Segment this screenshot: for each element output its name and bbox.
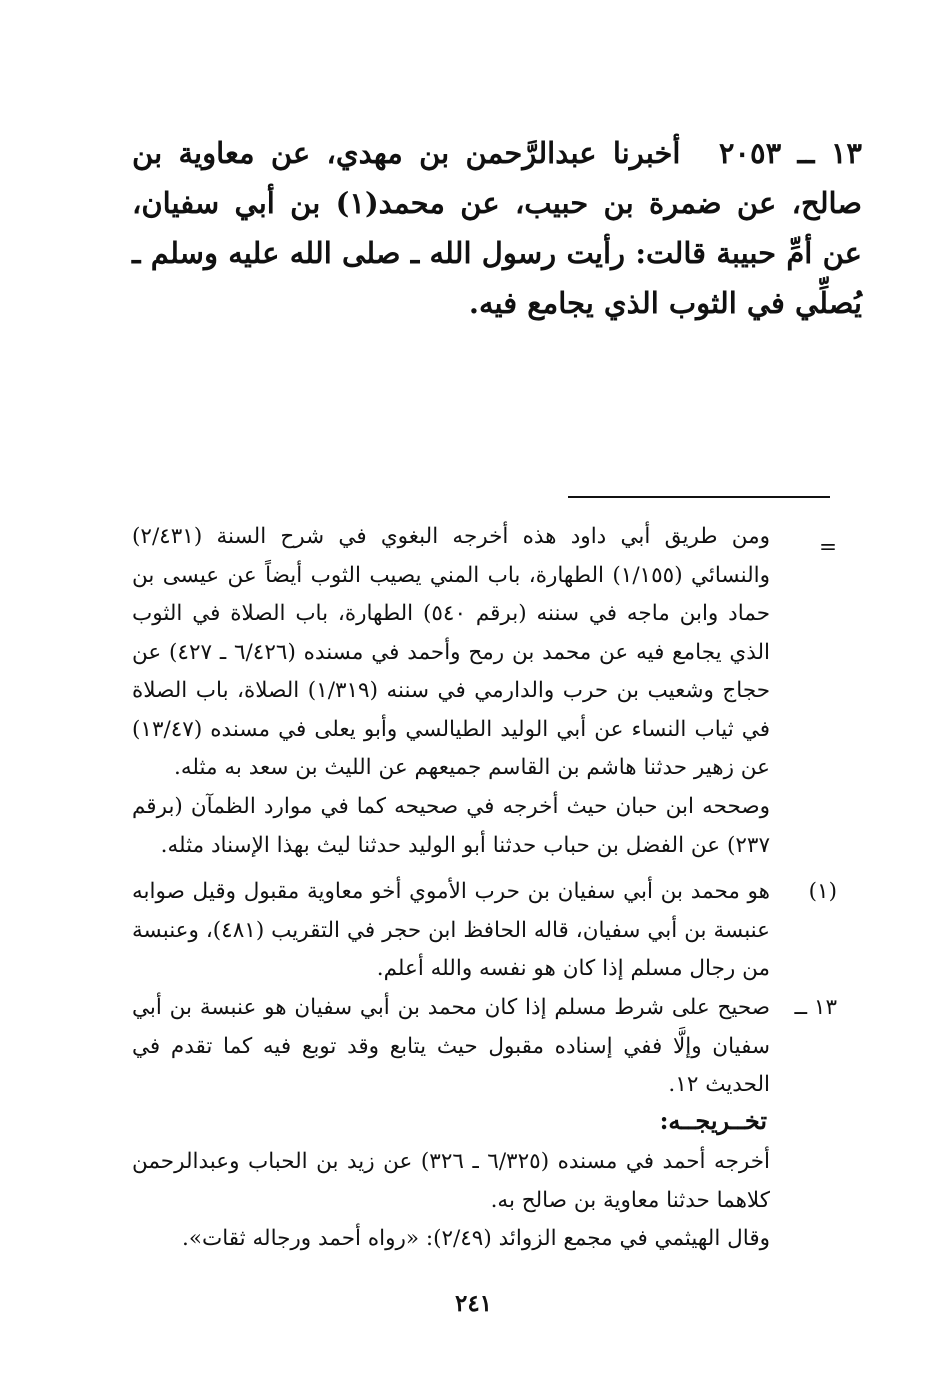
hadith-number: ١٣ ــ ٢٠٥٣ <box>718 136 863 170</box>
takhrij-paragraph-1: أخرجه أحمد في مسنده (٦/٣٢٥ ـ ٣٢٦) عن زيد بن الحباب وعبدالرحمن كلاهما حدثنا معاوية بن صالح به. <box>132 1149 770 1213</box>
hadith-text-block <box>132 128 862 328</box>
footnote-1-mark: (١) <box>808 879 837 904</box>
page-number: ٢٤١ <box>454 1290 493 1317</box>
hadith-text: أخبرنا عبدالرَّحمن بن مهدي، عن معاوية بن صالح، عن ضمرة بن حبيب، عن محمد(١) بن أبي سفيان، عن أمِّ حبيبة قالت: رأيت رسول الله ـ صلى الله عليه وسلم ـ يُصلِّي في الثوب الذي يجامع فيه. <box>132 136 863 320</box>
footnote-separator <box>568 496 830 498</box>
takhrij-heading: تخــريجــه: <box>659 1106 767 1135</box>
footnote-continuation: ومن طريق أبي داود هذه أخرجه البغوي في شرح السنة (٢/٤٣١) والنسائي (١/١٥٥) الطهارة، باب المني يصيب الثوب أيضاً عن عيسى بن حماد وابن ماجه في سننه (برقم ٥٤٠) الطهارة، باب الصلاة في الثوب الذي يجامع فيه عن محمد بن رمح وأحمد في مسنده (٦/٤٢٦ ـ ٤٢٧) عن حجاج وشعيب بن حرب والدارمي في سننه (١/٣١٩) الصلاة، باب الصلاة في ثياب النساء عن أبي الوليد الطيالسي وأبو يعلى في مسنده (١٣/٤٧) عن زهير حدثنا هاشم بن القاسم جميعهم عن الليث بن سعد به مثله. <box>132 524 771 780</box>
continuation-mark: = <box>818 535 837 560</box>
takhrij-paragraph-2: وقال الهيثمي في مجمع الزوائد (٢/٤٩): «رواه أحمد ورجاله ثقات». <box>182 1226 770 1251</box>
grade-number: ١٣ ــ <box>794 995 837 1020</box>
footnote-1: هو محمد بن أبي سفيان بن حرب الأموي أخو معاوية مقبول وقيل صوابه عنبسة بن أبي سفيان، قاله الحافظ ابن حجر في التقريب (٤٨١)، وعنبسة من رجال مسلم إذا كان هو نفسه والله أعلم. <box>132 879 770 981</box>
footnote-ibn-hibban: وصححه ابن حبان حيث أخرجه في صحيحه كما في موارد الظمآن (برقم ٢٣٧) عن الفضل بن حباب حدثنا أبو الوليد حدثنا ليث بهذا الإسناد مثله. <box>132 794 770 858</box>
hadith-grade: صحيح على شرط مسلم إذا كان محمد بن أبي سفيان هو عنبسة بن أبي سفيان وإلَّا ففي إسناده مقبول حيث يتابع وقد توبع فيه كما تقدم في الحديث ١٢. <box>132 995 770 1097</box>
